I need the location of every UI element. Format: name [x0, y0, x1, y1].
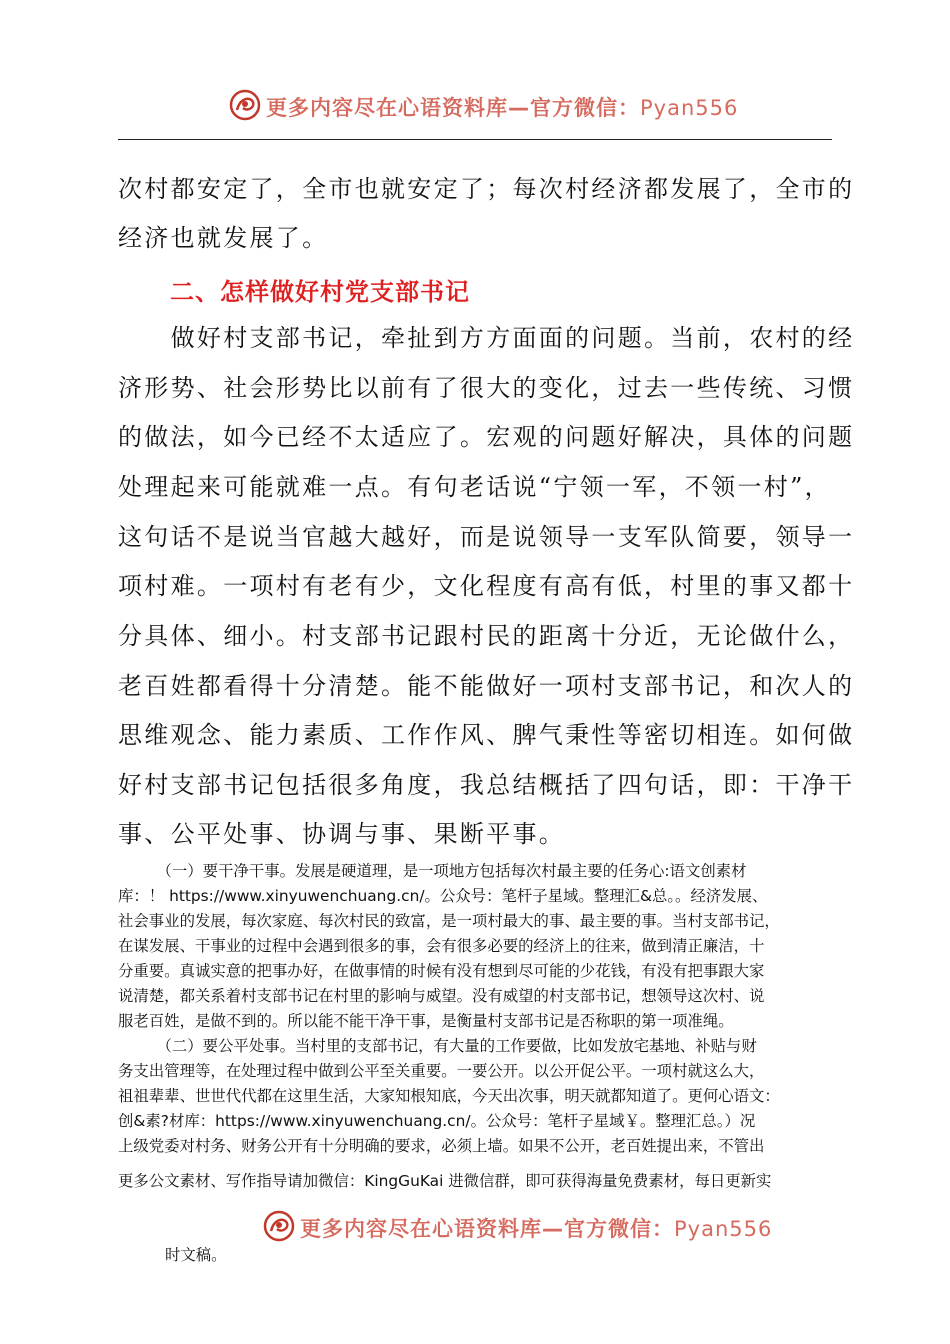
small-text-line: （一）要干净干事。发展是硬道理，是一项地方包括每次村最主要的任务心:语文创素材	[118, 862, 747, 880]
top-watermark-banner	[0, 84, 950, 124]
paragraph-line: 好村支部书记包括很多角度，我总结概括了四句话，即：干净干	[118, 771, 855, 799]
paragraph-line: 思维观念、能力素质、工作作风、脾气秉性等密切相连。如何做	[118, 721, 855, 749]
small-text-line: 在谋发展、干事业的过程中会遇到很多的事，会有很多必要的经济上的往来，做到清正廉洁，十	[118, 937, 765, 955]
small-text-line: 祖祖辈辈、世世代代都在这里生活，大家知根知底，今天出次事，明天就都知道了。更何心语文：	[118, 1087, 780, 1105]
paragraph-line: 的做法，如今已经不太适应了。宏观的问题好解决，具体的问题	[118, 423, 855, 451]
small-text-line: 务支出管理等，在处理过程中做到公平至关重要。一要公开。以公开促公平。一项村就这么大，	[118, 1062, 765, 1080]
section-heading: 二、怎样做好村党支部书记	[170, 278, 470, 306]
paragraph-line: 事、公平处事、协调与事、果断平事。	[118, 820, 566, 848]
paragraph-line: 这句话不是说当官越大越好，而是说领导一支军队简要，领导一	[118, 523, 855, 551]
footer-note: 更多公文素材、写作指导请加微信：KingGuKai 进微信群，即可获得海量免费素材，每日更新实	[118, 1172, 772, 1190]
small-text-line: 社会事业的发展，每次家庭、每次村民的致富，是一项村最大的事、最主要的事。当村支部书记，	[118, 912, 780, 930]
paragraph-line: 做好村支部书记，牵扯到方方面面的问题。当前，农村的经	[118, 324, 855, 352]
swirl-logo-icon	[228, 88, 262, 122]
body-line: 次村都安定了，全市也就安定了；每次村经济都发展了，全市的	[118, 175, 855, 203]
small-text-line: 说清楚，都关系着村支部书记在村里的影响与威望。没有威望的村支部书记，想领导这次村、说	[118, 987, 765, 1005]
small-text-line: 库：！ https://www.xinyuwenchuang.cn/。公众号：笔杆子星域。整理汇&总。。经济发展、	[118, 887, 768, 905]
tail-text: 时文稿。	[165, 1246, 227, 1264]
small-text-line: （二）要公平处事。当村里的支部书记，有大量的工作要做，比如发放宅基地、补贴与财	[118, 1037, 757, 1055]
body-line: 经济也就发展了。	[118, 224, 329, 252]
paragraph-line: 处理起来可能就难一点。有句老话说“宁领一军，不领一村”，	[118, 473, 831, 501]
header-divider	[118, 139, 832, 140]
small-text-line: 创&素?材库：https://www.xinyuwenchuang.cn/。公众号：笔杆子星域￥。整理汇总。）况	[118, 1112, 756, 1130]
banner-text: 更多内容尽在心语资料库—官方微信：Pyan556	[266, 96, 739, 120]
small-text-line: 服老百姓，是做不到的。所以能不能干净干事，是衡量村支部书记是否称职的第一项准绳。	[118, 1012, 734, 1030]
swirl-logo-icon	[262, 1209, 296, 1243]
banner-text: 更多内容尽在心语资料库—官方微信：Pyan556	[300, 1217, 773, 1241]
paragraph-line: 分具体、细小。村支部书记跟村民的距离十分近，无论做什么，	[118, 622, 855, 650]
paragraph-line: 老百姓都看得十分清楚。能不能做好一项村支部书记，和次人的	[118, 672, 855, 700]
paragraph-line: 项村难。一项村有老有少，文化程度有高有低，村里的事又都十	[118, 572, 855, 600]
bottom-watermark-banner	[0, 1205, 950, 1245]
small-text-line: 分重要。真诚实意的把事办好，在做事情的时候有没有想到尽可能的少花钱，有没有把事跟大家	[118, 962, 765, 980]
paragraph-line: 济形势、社会形势比以前有了很大的变化，过去一些传统、习惯	[118, 374, 855, 402]
small-text-line: 上级党委对村务、财务公开有十分明确的要求，必须上墙。如果不公开，老百姓提出来，不管出	[118, 1137, 765, 1155]
